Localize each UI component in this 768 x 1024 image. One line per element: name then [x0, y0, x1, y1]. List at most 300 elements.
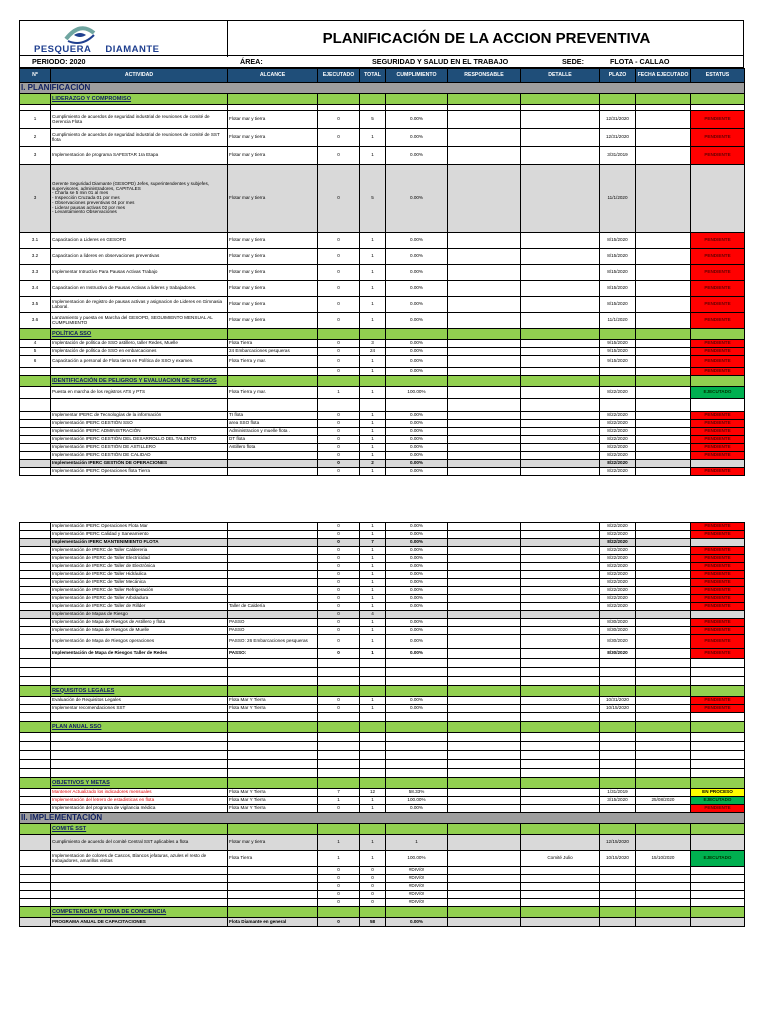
total-cell: 1: [360, 697, 386, 705]
table-row: [20, 635, 745, 649]
empty-cell: [318, 769, 360, 778]
table-row: [20, 875, 745, 883]
group-title: IDENTIFICACIÓN DE PELIGROS Y EVALUACION DE RIESGOS: [51, 376, 228, 387]
deadline-cell: 12/15/2020: [600, 835, 636, 851]
row-number: [20, 420, 51, 428]
deadline-cell: 3/31/2019: [600, 147, 636, 165]
deadline-cell: 12/31/2020: [600, 111, 636, 129]
detail-cell: [521, 348, 600, 356]
responsible-cell: [448, 805, 521, 813]
scope-cell: PASSO: [228, 627, 318, 635]
compliance-cell: 0.00%: [386, 460, 448, 468]
group-cell: [360, 94, 386, 105]
group-cell: [386, 329, 448, 340]
executed-cell: 0: [318, 147, 360, 165]
compliance-cell: 0.00%: [386, 265, 448, 281]
row-number: [20, 412, 51, 420]
scope-cell: [228, 539, 318, 547]
deadline-cell: 8/22/2020: [600, 539, 636, 547]
deadline-cell: [600, 918, 636, 927]
total-cell: 3: [360, 340, 386, 348]
section-title: II. IMPLEMENTACIÓN: [20, 813, 745, 824]
responsible-cell: [448, 313, 521, 329]
status-badge: PENDIENTE: [691, 547, 745, 555]
compliance-cell: 0.00%: [386, 348, 448, 356]
empty-cell: [20, 760, 51, 769]
executed-date-cell: [636, 368, 691, 376]
scope-cell: [228, 368, 318, 376]
group-header: [20, 778, 745, 789]
group-cell: [228, 376, 318, 387]
column-header: Nº: [20, 69, 51, 83]
empty-cell: [228, 742, 318, 751]
activity-cell: Implementacion de colores de Cascos, Blancos jefaturas, azules el resto de trabajadores, amarillos visitas: [51, 851, 228, 867]
scope-cell: [228, 899, 318, 907]
group-cell: [318, 686, 360, 697]
row-number: 3.6: [20, 313, 51, 329]
scope-cell: Flota Tierra: [228, 851, 318, 867]
compliance-cell: 0.00%: [386, 297, 448, 313]
meta-row: [19, 56, 744, 68]
activity-cell: Implementación IPERC Calidad y Saneamiento: [51, 531, 228, 539]
executed-cell: 0: [318, 603, 360, 611]
group-cell: [636, 722, 691, 733]
activity-cell: Implementación de IPERC de Taller Refrigeración: [51, 587, 228, 595]
executed-date-cell: [636, 387, 691, 399]
executed-date-cell: [636, 444, 691, 452]
executed-cell: 0: [318, 165, 360, 233]
group-cell: [691, 778, 745, 789]
empty-cell: [636, 399, 691, 412]
scope-cell: [228, 875, 318, 883]
group-cell: [318, 329, 360, 340]
detail-cell: [521, 611, 600, 619]
scope-cell: [228, 579, 318, 587]
table-row: [20, 348, 745, 356]
deadline-cell: [600, 875, 636, 883]
executed-cell: 0: [318, 899, 360, 907]
group-cell: [521, 686, 600, 697]
compliance-cell: 0.00%: [386, 436, 448, 444]
total-cell: 58: [360, 918, 386, 927]
responsible-cell: [448, 899, 521, 907]
empty-cell: [600, 751, 636, 760]
executed-cell: 0: [318, 563, 360, 571]
empty-cell: [228, 733, 318, 742]
row-number: [20, 603, 51, 611]
scope-cell: Flota Tierra y mar.: [228, 356, 318, 368]
deadline-cell: 11/1/2020: [600, 165, 636, 233]
responsible-cell: [448, 851, 521, 867]
activity-cell: Gerente Seguridad Diamante (GESOPD) Jefes, superintendentes y subjefes, supervisores, administradores, CAPITALES - Charla se 5 min 01 al mes - Inspección Cruzada 01 por mes - Observaciones preventivas 04 por mes - Liderar pausas activas 02 por mes - Levantamiento Observaciones: [51, 165, 228, 233]
table-row: [20, 571, 745, 579]
table-row: [20, 835, 745, 851]
responsible-cell: [448, 539, 521, 547]
group-cell: [228, 686, 318, 697]
status-badge: PENDIENTE: [691, 705, 745, 713]
group-cell: [521, 722, 600, 733]
group-cell: [448, 778, 521, 789]
executed-date-cell: [636, 563, 691, 571]
activity-cell: Implementación IPERC GESTIÓN DE CALIDAD: [51, 452, 228, 460]
responsible-cell: [448, 547, 521, 555]
executed-date-cell: [636, 805, 691, 813]
table-row: [20, 611, 745, 619]
compliance-cell: 0.00%: [386, 555, 448, 563]
group-header: [20, 824, 745, 835]
row-number: [20, 797, 51, 805]
scope-cell: [228, 547, 318, 555]
status-badge: EN PROCESO: [691, 789, 745, 797]
empty-cell: [600, 733, 636, 742]
empty-cell: [691, 769, 745, 778]
responsible-cell: [448, 875, 521, 883]
compliance-cell: 58.33%: [386, 789, 448, 797]
total-cell: 7: [360, 539, 386, 547]
group-title: LIDERAZGO Y COMPROMISO: [51, 94, 228, 105]
group-cell: [691, 94, 745, 105]
compliance-cell: 0.00%: [386, 340, 448, 348]
empty-cell: [318, 677, 360, 686]
empty-cell: [228, 769, 318, 778]
group-spacer: [20, 778, 51, 789]
group-cell: [448, 94, 521, 105]
status-badge: [691, 835, 745, 851]
table-row: [20, 627, 745, 635]
empty-cell: [691, 733, 745, 742]
activity-cell: Implementación IPERC ADMINISTRACIÓN: [51, 428, 228, 436]
deadline-cell: 12/31/2020: [600, 129, 636, 147]
total-cell: 1: [360, 603, 386, 611]
responsible-cell: [448, 111, 521, 129]
detail-cell: [521, 460, 600, 468]
group-cell: [360, 329, 386, 340]
empty-cell: [691, 713, 745, 722]
row-number: [20, 851, 51, 867]
executed-cell: 0: [318, 883, 360, 891]
executed-cell: 0: [318, 420, 360, 428]
empty-cell: [318, 659, 360, 668]
status-badge: PENDIENTE: [691, 281, 745, 297]
row-number: [20, 387, 51, 399]
column-header: CUMPLIMIENTO: [386, 69, 448, 83]
detail-cell: [521, 563, 600, 571]
group-cell: [600, 329, 636, 340]
empty-cell: [521, 399, 600, 412]
table-row: [20, 531, 745, 539]
group-cell: [318, 824, 360, 835]
group-header: [20, 686, 745, 697]
row-number: 3.5: [20, 297, 51, 313]
table-row: [20, 265, 745, 281]
compliance-cell: 0.00%: [386, 313, 448, 329]
empty-cell: [318, 399, 360, 412]
empty-cell: [318, 751, 360, 760]
empty-cell: [386, 769, 448, 778]
empty-cell: [600, 399, 636, 412]
scope-cell: Flotar mar y tierra: [228, 249, 318, 265]
deadline-cell: 9/15/2020: [600, 340, 636, 348]
executed-date-cell: [636, 835, 691, 851]
compliance-cell: 0.00%: [386, 428, 448, 436]
scope-cell: Flotar mar y tierra: [228, 147, 318, 165]
group-cell: [386, 907, 448, 918]
activity-cell: Implementar recomendaciones SST: [51, 705, 228, 713]
activity-cell: [51, 368, 228, 376]
total-cell: 1: [360, 523, 386, 531]
activity-cell: Evaluación de Requisitos Legales: [51, 697, 228, 705]
area-value: SEGURIDAD Y SALUD EN EL TRABAJO: [372, 57, 509, 66]
deadline-cell: 8/15/2020: [600, 265, 636, 281]
compliance-cell: 0.00%: [386, 452, 448, 460]
group-cell: [521, 778, 600, 789]
table-row: [20, 340, 745, 348]
empty-cell: [521, 733, 600, 742]
area-label: ÁREA:: [240, 57, 263, 66]
activity-cell: Implementación de IPERC de Taller Arboladura: [51, 595, 228, 603]
responsible-cell: [448, 595, 521, 603]
group-title: COMPETENCIAS Y TOMA DE CONCIENCIA: [51, 907, 228, 918]
status-badge: [691, 165, 745, 233]
row-number: [20, 523, 51, 531]
row-number: [20, 918, 51, 927]
responsible-cell: [448, 867, 521, 875]
empty-cell: [521, 742, 600, 751]
detail-cell: [521, 412, 600, 420]
executed-cell: 0: [318, 111, 360, 129]
compliance-cell: 0.00%: [386, 619, 448, 627]
executed-cell: 7: [318, 789, 360, 797]
executed-date-cell: [636, 523, 691, 531]
compliance-cell: 0.00%: [386, 635, 448, 649]
responsible-cell: [448, 281, 521, 297]
detail-cell: [521, 867, 600, 875]
empty-cell: [20, 659, 51, 668]
executed-date-cell: [636, 875, 691, 883]
group-cell: [386, 778, 448, 789]
status-badge: [691, 460, 745, 468]
executed-date-cell: [636, 249, 691, 265]
group-cell: [600, 778, 636, 789]
responsible-cell: [448, 340, 521, 348]
deadline-cell: 8/22/2020: [600, 452, 636, 460]
empty-cell: [521, 751, 600, 760]
group-cell: [360, 722, 386, 733]
responsible-cell: [448, 428, 521, 436]
status-badge: PENDIENTE: [691, 444, 745, 452]
compliance-cell: #DIV/0!: [386, 899, 448, 907]
group-spacer: [20, 329, 51, 340]
executed-date-cell: [636, 789, 691, 797]
responsible-cell: [448, 835, 521, 851]
row-number: [20, 571, 51, 579]
group-cell: [318, 376, 360, 387]
responsible-cell: [448, 523, 521, 531]
page-title: PLANIFICACIÓN DE LA ACCION PREVENTIVA: [322, 30, 651, 47]
scope-cell: PASSO: 26 Embarcaciones pesqueras: [228, 635, 318, 649]
scope-cell: [228, 555, 318, 563]
group-spacer: [20, 94, 51, 105]
compliance-cell: 100.00%: [386, 797, 448, 805]
scope-cell: [228, 891, 318, 899]
executed-cell: 0: [318, 587, 360, 595]
deadline-cell: 8/15/2020: [600, 249, 636, 265]
scope-cell: [228, 571, 318, 579]
empty-cell: [20, 751, 51, 760]
total-cell: 1: [360, 313, 386, 329]
empty-cell: [360, 713, 386, 722]
row-number: [20, 531, 51, 539]
executed-cell: 0: [318, 571, 360, 579]
table-row: [20, 789, 745, 797]
scope-cell: Administracion y muelle flota .: [228, 428, 318, 436]
scope-cell: Flotar mar y tierra: [228, 233, 318, 249]
empty-cell: [521, 769, 600, 778]
group-cell: [600, 722, 636, 733]
row-number: 3.2: [20, 249, 51, 265]
compliance-cell: 0.00%: [386, 697, 448, 705]
empty-cell: [600, 742, 636, 751]
total-cell: 1: [360, 412, 386, 420]
detail-cell: [521, 627, 600, 635]
deadline-cell: [600, 867, 636, 875]
row-number: [20, 891, 51, 899]
compliance-cell: 0.00%: [386, 111, 448, 129]
detail-cell: [521, 420, 600, 428]
compliance-cell: 0.00%: [386, 595, 448, 603]
group-cell: [448, 329, 521, 340]
scope-cell: Flotar mar y tierra: [228, 265, 318, 281]
group-cell: [600, 686, 636, 697]
detail-cell: [521, 531, 600, 539]
table-row: [20, 111, 745, 129]
empty-row: [20, 751, 745, 760]
responsible-cell: [448, 297, 521, 313]
row-number: 4: [20, 340, 51, 348]
group-cell: [636, 686, 691, 697]
detail-cell: [521, 356, 600, 368]
executed-date-cell: [636, 705, 691, 713]
responsible-cell: [448, 705, 521, 713]
responsible-cell: [448, 387, 521, 399]
executed-cell: 0: [318, 555, 360, 563]
compliance-cell: 0.00%: [386, 444, 448, 452]
total-cell: 1: [360, 436, 386, 444]
activity-cell: Implementación de Mapa de Riesgos de Muelle: [51, 627, 228, 635]
activity-cell: Mantener Actualizado los indicadores mensuales: [51, 789, 228, 797]
total-cell: 5: [360, 165, 386, 233]
responsible-cell: [448, 579, 521, 587]
status-badge: PENDIENTE: [691, 595, 745, 603]
group-cell: [600, 824, 636, 835]
group-header: [20, 722, 745, 733]
executed-date-cell: [636, 468, 691, 476]
column-header: ACTIVIDAD: [51, 69, 228, 83]
activity-cell: Implementación de Mapa de Riesgos de Astillero y flota: [51, 619, 228, 627]
row-number: [20, 867, 51, 875]
row-number: 3.3: [20, 265, 51, 281]
detail-cell: [521, 797, 600, 805]
deadline-cell: 8/22/2020: [600, 468, 636, 476]
compliance-cell: 0.00%: [386, 649, 448, 659]
scope-cell: PASSO: [228, 619, 318, 627]
status-badge: PENDIENTE: [691, 428, 745, 436]
row-number: [20, 579, 51, 587]
table-row: [20, 797, 745, 805]
group-spacer: [20, 722, 51, 733]
plan-table-2: [19, 522, 745, 927]
total-cell: 1: [360, 452, 386, 460]
status-badge: [691, 867, 745, 875]
group-cell: [448, 907, 521, 918]
responsible-cell: [448, 789, 521, 797]
responsible-cell: [448, 129, 521, 147]
table-row: [20, 412, 745, 420]
status-badge: EJECUTADO: [691, 387, 745, 399]
total-cell: 1: [360, 356, 386, 368]
executed-cell: 0: [318, 579, 360, 587]
responsible-cell: [448, 635, 521, 649]
row-number: 3.1: [20, 233, 51, 249]
executed-date-cell: [636, 611, 691, 619]
detail-cell: [521, 619, 600, 627]
group-cell: [386, 376, 448, 387]
table-row: [20, 547, 745, 555]
row-number: 3: [20, 165, 51, 233]
executed-date-cell: 25/08/2020: [636, 797, 691, 805]
status-badge: PENDIENTE: [691, 249, 745, 265]
detail-cell: [521, 918, 600, 927]
row-number: [20, 587, 51, 595]
column-header: FECHA EJECUTADO: [636, 69, 691, 83]
responsible-cell: [448, 531, 521, 539]
table-row: [20, 249, 745, 265]
activity-cell: Implentación de política de SSO astillero, taller Redes, Muelle: [51, 340, 228, 348]
column-header: TOTAL: [360, 69, 386, 83]
empty-cell: [448, 751, 521, 760]
total-cell: 1: [360, 468, 386, 476]
group-cell: [318, 94, 360, 105]
total-cell: 1: [360, 531, 386, 539]
group-cell: [521, 376, 600, 387]
compliance-cell: 0.00%: [386, 356, 448, 368]
executed-cell: 0: [318, 547, 360, 555]
deadline-cell: 8/22/2020: [600, 547, 636, 555]
detail-cell: [521, 697, 600, 705]
executed-cell: 0: [318, 891, 360, 899]
detail-cell: [521, 635, 600, 649]
group-cell: [691, 376, 745, 387]
executed-cell: 0: [318, 368, 360, 376]
status-badge: PENDIENTE: [691, 368, 745, 376]
scope-cell: Flotar mar y tierra: [228, 835, 318, 851]
row-number: [20, 789, 51, 797]
group-cell: [360, 824, 386, 835]
group-header: [20, 94, 745, 105]
empty-cell: [600, 668, 636, 677]
compliance-cell: 0.00%: [386, 147, 448, 165]
empty-cell: [691, 751, 745, 760]
responsible-cell: [448, 420, 521, 428]
executed-date-cell: [636, 697, 691, 705]
row-number: [20, 468, 51, 476]
group-cell: [228, 778, 318, 789]
executed-date-cell: [636, 603, 691, 611]
executed-cell: 0: [318, 356, 360, 368]
empty-cell: [636, 751, 691, 760]
empty-cell: [691, 399, 745, 412]
row-number: [20, 444, 51, 452]
